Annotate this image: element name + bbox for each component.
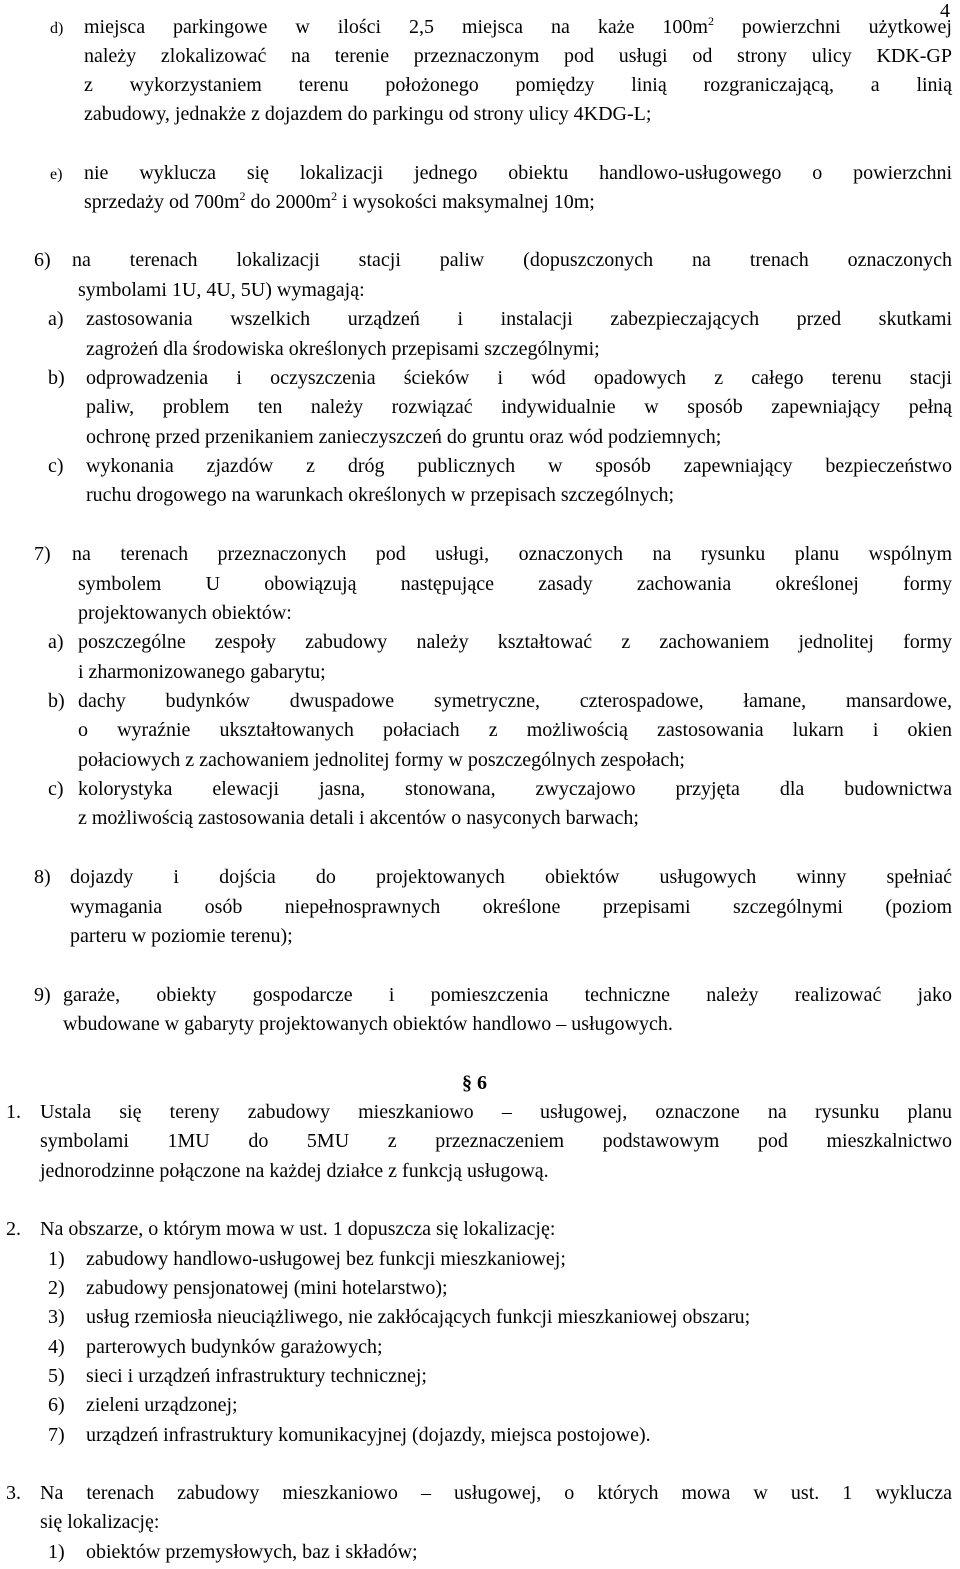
item-d-line-1-text: miejsca parkingowe w ilości 2,5 miejsca na każe 100m [84,16,708,38]
section-p3-line-2: się lokalizację: [40,1511,160,1533]
item-8-marker: 8) [34,866,51,888]
section-p2-list-5-marker: 5) [48,1365,65,1387]
item-6c-line-1: wykonania zjazdów z dróg publicznych w sposób zapewniający bezpieczeństwo [86,455,952,477]
item-7b-line-2: o wyraźnie ukształtowanych połaciach z możliwością zastosowania lukarn i okien [78,719,952,741]
item-d-line-1 [84,15,952,39]
item-7b-marker: b) [48,690,65,712]
item-9-line-1: garaże, obiekty gospodarcze i pomieszczenia techniczne należy realizować jako [63,984,952,1006]
section-p1-line-3: jednorodzinne połączone na każdej działce z funkcją usługową. [40,1160,549,1182]
item-8-line-3: parteru w poziomie terenu); [70,925,293,947]
section-p2-list-1-text: zabudowy handlowo-usługowej bez funkcji mieszkaniowej; [86,1248,566,1270]
item-d-marker: d) [50,20,64,37]
item-7c-line-1: kolorystyka elewacji jasna, stonowana, zwyczajowo przyjęta dla budownictwa [78,778,952,800]
section-p2-list-4-marker: 4) [48,1336,65,1358]
item-e-line-2-a: sprzedaży od 700m [84,191,240,213]
section-p1-line-1: Ustala się tereny zabudowy mieszkaniowo – usługowej, oznaczone na rysunku planu [40,1101,952,1123]
section-p2-list-6-marker: 6) [48,1394,65,1416]
section-p2-list-4-text: parterowych budynków garażowych; [86,1336,383,1358]
section-p2-list-6-text: zieleni urządzonej; [86,1394,238,1416]
item-d-line-3: z wykorzystaniem terenu położonego pomiędzy linią rozgraniczającą, a linią [84,74,952,96]
section-p2-list-5-text: sieci i urządzeń infrastruktury technicznej; [86,1365,427,1387]
section-p2-list-7-marker: 7) [48,1424,65,1446]
item-6c-marker: c) [48,455,64,477]
item-e-line-2-b: do 2000m [245,191,332,213]
item-e-marker: e) [50,166,63,183]
section-p2-list-3-text: usług rzemiosła nieuciążliwego, nie zakłócających funkcji mieszkaniowej obszaru; [86,1306,751,1328]
item-7a-line-1: poszczególne zespoły zabudowy należy kształtować z zachowaniem jednolitej formy [78,631,952,653]
section-p2-intro: Na obszarze, o którym mowa w ust. 1 dopuszcza się lokalizację: [40,1218,556,1240]
item-6b-line-2: paliw, problem ten należy rozwiązać indywidualnie w sposób zapewniający pełną [86,396,952,418]
item-6a-marker: a) [48,308,64,330]
section-p2-list-1-marker: 1) [48,1248,65,1270]
item-9-line-2: wbudowane w gabaryty projektowanych obiektów handlowo – usługowych. [63,1013,673,1035]
section-p3-list-1-marker: 1) [48,1541,65,1563]
item-e-superscript-1: 2 [239,189,246,203]
section-p2-marker: 2. [6,1218,21,1240]
item-7c-marker: c) [48,778,64,800]
item-7-line-1: na terenach przeznaczonych pod usługi, oznaczonych na rysunku planu wspólnym [72,543,952,565]
item-e-line-2 [84,190,595,214]
item-d-line-2: należy zlokalizować na terenie przeznaczonym pod usługi od strony ulicy KDK-GP [84,45,952,67]
section-p1-line-2: symbolami 1MU do 5MU z przeznaczeniem podstawowym pod mieszkalnictwo [40,1130,952,1152]
section-p2-list-2-marker: 2) [48,1277,65,1299]
item-6-line-2: symbolami 1U, 4U, 5U) wymagają: [78,279,365,301]
item-7a-marker: a) [48,631,64,653]
page-number: 4 [940,0,950,22]
section-p2-list-7-text: urządzeń infrastruktury komunikacyjnej (dojazdy, miejsca postojowe). [86,1424,651,1446]
item-6a-line-2: zagrożeń dla środowiska określonych przepisami szczególnymi; [86,338,600,360]
section-heading: § 6 [462,1072,487,1094]
item-d-superscript: 2 [707,14,714,28]
item-9-marker: 9) [34,984,51,1006]
item-6-line-1: na terenach lokalizacji stacji paliw (dopuszczonych na trenach oznaczonych [72,249,952,271]
section-p2-list-3-marker: 3) [48,1306,65,1328]
item-6b-line-1: odprowadzenia i oczyszczenia ścieków i wód opadowych z całego terenu stacji [86,367,952,389]
item-7b-line-3: połaciowych z zachowaniem jednolitej formy w poszczególnych zespołach; [78,749,685,771]
item-7-line-2: symbolem U obowiązują następujące zasady zachowania określonej formy [78,573,952,595]
item-7b-line-1: dachy budynków dwuspadowe symetryczne, czterospadowe, łamane, mansardowe, [78,690,952,712]
item-e-line-2-c: i wysokości maksymalnej 10m; [337,191,595,213]
item-7a-line-2: i zharmonizowanego gabarytu; [78,661,326,683]
section-p3-list-1-text: obiektów przemysłowych, baz i składów; [86,1541,418,1563]
item-6-marker: 6) [34,249,51,271]
item-e-superscript-2: 2 [331,189,338,203]
item-d-line-4: zabudowy, jednakże z dojazdem do parkingu od strony ulicy 4KDG-L; [84,103,652,125]
item-6c-line-2: ruchu drogowego na warunkach określonych w przepisach szczególnych; [86,484,675,506]
section-p1-marker: 1. [6,1101,21,1123]
section-p3-marker: 3. [6,1482,21,1504]
item-8-line-2: wymagania osób niepełnosprawnych określone przepisami szczególnymi (poziom [70,896,952,918]
section-p2-list-2-text: zabudowy pensjonatowej (mini hotelarstwo); [86,1277,448,1299]
section-p3-line-1: Na terenach zabudowy mieszkaniowo – usługowej, o których mowa w ust. 1 wyklucza [40,1482,952,1504]
item-8-line-1: dojazdy i dojścia do projektowanych obiektów usługowych winny spełniać [70,866,952,888]
item-d-line-1-tail: powierzchni użytkowej [713,16,952,38]
item-e-line-1: nie wyklucza się lokalizacji jednego obiektu handlowo-usługowego o powierzchni [84,162,952,184]
item-7-marker: 7) [34,543,51,565]
item-7-line-3: projektowanych obiektów: [78,602,292,624]
item-7c-line-2: z możliwością zastosowania detali i akcentów o nasyconych barwach; [78,807,639,829]
item-6a-line-1: zastosowania wszelkich urządzeń i instalacji zabezpieczających przed skutkami [86,308,952,330]
item-6b-marker: b) [48,367,65,389]
item-6b-line-3: ochronę przed przenikaniem zanieczyszczeń do gruntu oraz wód podziemnych; [86,426,722,448]
